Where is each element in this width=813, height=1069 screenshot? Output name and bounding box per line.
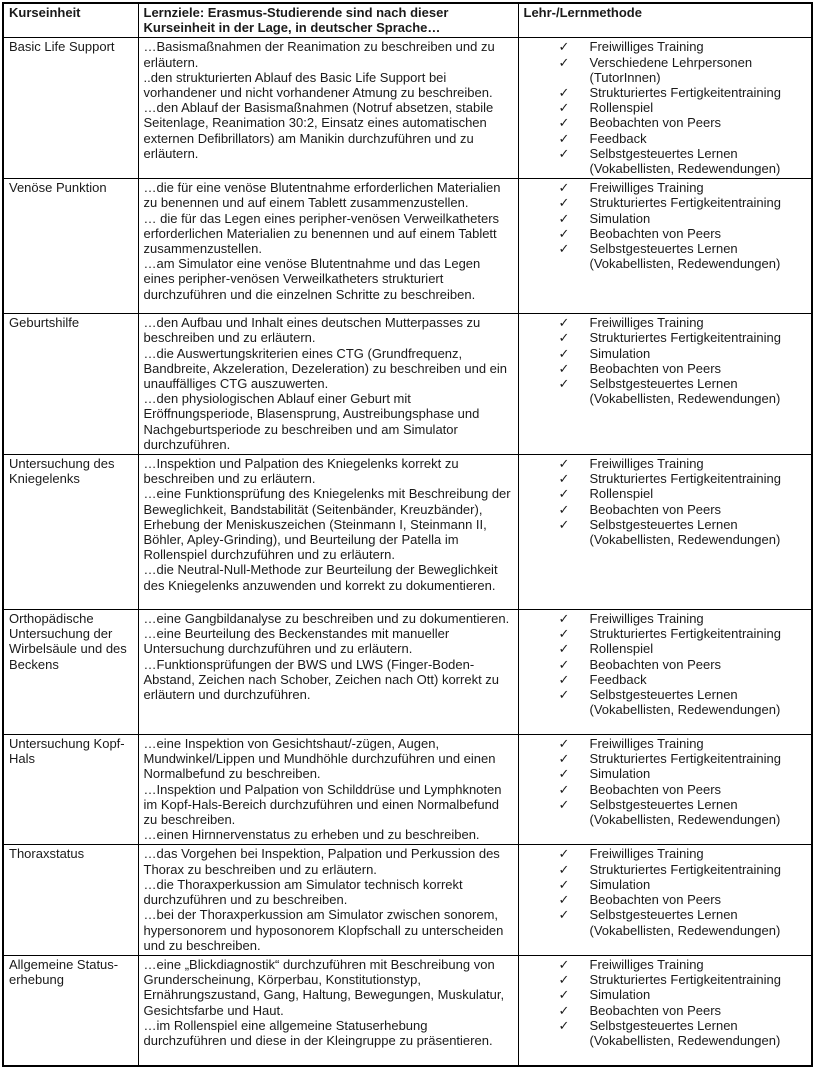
check-icon: ✓ [558, 315, 570, 331]
method-label: Selbstgesteuertes Lernen (Vokabellisten, Redewendungen) [589, 687, 781, 718]
method-label: Strukturiertes Fertigkeitentraining [589, 471, 781, 487]
table-row [3, 179, 812, 314]
check-icon: ✓ [558, 846, 570, 862]
method-item [559, 241, 808, 271]
method-item [559, 766, 808, 781]
objectives-cell [138, 735, 518, 845]
methods-list [524, 39, 808, 176]
method-label: Simulation [589, 876, 651, 892]
methods-list [524, 846, 808, 937]
unit-cell [3, 38, 138, 179]
method-item [559, 972, 808, 987]
check-icon: ✓ [558, 892, 570, 908]
methods-list [524, 180, 808, 271]
check-icon: ✓ [558, 766, 570, 782]
method-item [559, 626, 808, 641]
method-item [559, 131, 808, 146]
method-item [559, 471, 808, 486]
check-icon: ✓ [558, 115, 570, 131]
method-item [559, 195, 808, 210]
method-item [559, 641, 808, 656]
methods-cell [518, 610, 812, 735]
check-icon: ✓ [558, 987, 570, 1003]
check-icon: ✓ [558, 796, 570, 812]
method-item [559, 211, 808, 226]
method-label: Selbstgesteuertes Lernen (Vokabellisten, Redewendungen) [589, 907, 781, 938]
objectives-cell [138, 314, 518, 455]
methods-cell [518, 845, 812, 955]
objectives-cell [138, 455, 518, 610]
objective-text: …eine Funktionsprüfung des Kniegelenks mit Beschreibung der Beweglichkeit, Bandstabilität (Seitenbänder, Kreuzbänder), Erhebung der Meniskuszeichen (Steinmann I, Steinmann II, Böhler, Apley-Grinding), und Beurteilung der Patella im Rollenspiel durchzuführen und zu erläutern. [143, 486, 511, 563]
objective-text: …den Ablauf der Basismaßnahmen (Notruf absetzen, stabile Seitenlage, Reanimation 30:2, Einsatz eines automatischen externen Defibrillators) am Manikin durchzuführen und zu erläutern. [143, 100, 494, 161]
check-icon: ✓ [558, 972, 570, 988]
method-label: Strukturiertes Fertigkeitentraining [589, 330, 781, 346]
objective-text: …die Neutral-Null-Methode zur Beurteilung der Beweglichkeit des Kniegelenks anzuwenden und korrekt zu dokumentieren. [143, 562, 498, 593]
unit-cell [3, 735, 138, 845]
method-item [559, 797, 808, 827]
method-item [559, 361, 808, 376]
method-label: Freiwilliges Training [589, 456, 704, 472]
course-unit-title: Orthopädische Untersuchung der Wirbelsäule und des Beckens [9, 611, 127, 672]
methods-cell [518, 955, 812, 1066]
table-row [3, 610, 812, 735]
methods-cell [518, 455, 812, 610]
unit-cell [3, 314, 138, 455]
method-item [559, 376, 808, 406]
method-label: Beobachten von Peers [589, 656, 722, 672]
objective-text: …Inspektion und Palpation des Kniegelenks korrekt zu beschreiben und zu erläutern. [143, 456, 459, 487]
method-label: Beobachten von Peers [589, 360, 722, 376]
methods-list [524, 456, 808, 547]
method-item [559, 1003, 808, 1018]
method-item [559, 115, 808, 130]
check-icon: ✓ [558, 626, 570, 642]
method-item [559, 892, 808, 907]
course-unit-title: Venöse Punktion [9, 180, 107, 196]
objective-text: …eine Beurteilung des Beckenstandes mit manueller Untersuchung durchzuführen und zu erläutern. [143, 626, 450, 657]
method-label: Simulation [589, 987, 651, 1003]
column-header-lernziele: Lernziele: Erasmus-Studierende sind nach dieser Kurseinheit in der Lage, in deutscher Sprache… [138, 3, 518, 38]
check-icon: ✓ [558, 100, 570, 116]
method-label: Simulation [589, 210, 651, 226]
course-unit-title: Untersuchung des Kniegelenks [9, 456, 115, 487]
check-icon: ✓ [558, 241, 570, 257]
objective-text: …den physiologischen Ablauf einer Geburt mit Eröffnungsperiode, Blasensprung, Austreibungsphase und Nachgeburtsperiode zu beschreiben und am Simulator durchzuführen. [143, 391, 480, 452]
method-item [559, 751, 808, 766]
objectives-cell [138, 179, 518, 314]
objective-text: ..den strukturierten Ablauf des Basic Life Support bei vorhandener und nicht vorhandener Atmung zu beschreiben. [143, 69, 493, 101]
methods-list [524, 736, 808, 827]
objective-text: …das Vorgehen bei Inspektion, Palpation und Perkussion des Thorax zu beschreiben und zu erläutern. [143, 846, 500, 877]
table-row [3, 314, 812, 455]
method-item [559, 517, 808, 547]
method-label: Strukturiertes Fertigkeitentraining [589, 861, 781, 877]
objective-text: …den Aufbau und Inhalt eines deutschen Mutterpasses zu beschreiben und zu erläutern. [143, 315, 481, 346]
method-label: Freiwilliges Training [589, 39, 704, 55]
check-icon: ✓ [558, 456, 570, 472]
unit-cell [3, 455, 138, 610]
method-label: Feedback [589, 130, 647, 146]
method-label: Simulation [589, 766, 651, 782]
objective-text: …die Thoraxperkussion am Simulator technisch korrekt durchzuführen und zu beschreiben. [143, 876, 463, 908]
unit-cell [3, 955, 138, 1066]
method-label: Strukturiertes Fertigkeitentraining [589, 85, 781, 101]
check-icon: ✓ [558, 656, 570, 672]
check-icon: ✓ [558, 330, 570, 346]
course-unit-title: Thoraxstatus [9, 846, 85, 862]
method-label: Rollenspiel [589, 641, 654, 657]
course-unit-title: Geburtshilfe [9, 315, 80, 331]
check-icon: ✓ [558, 145, 570, 161]
unit-cell [3, 179, 138, 314]
check-icon: ✓ [558, 687, 570, 703]
method-item [559, 987, 808, 1002]
objectives-cell [138, 610, 518, 735]
methods-cell [518, 179, 812, 314]
method-label: Strukturiertes Fertigkeitentraining [589, 972, 781, 988]
check-icon: ✓ [558, 907, 570, 923]
objective-text: …Basismaßnahmen der Reanimation zu beschreiben und zu erläutern. [143, 39, 495, 70]
check-icon: ✓ [558, 611, 570, 627]
method-item [559, 330, 808, 345]
method-item [559, 736, 808, 751]
objectives-cell [138, 955, 518, 1066]
method-label: Beobachten von Peers [589, 1002, 722, 1018]
unit-cell [3, 610, 138, 735]
method-item [559, 146, 808, 176]
method-label: Freiwilliges Training [589, 611, 704, 627]
check-icon: ✓ [558, 736, 570, 752]
objective-text: …bei der Thoraxperkussion am Simulator zwischen sonorem, hypersonorem und hyposonorem Klopfschall zu unterscheiden und zu beschreiben. [143, 907, 504, 953]
objective-text: …Inspektion und Palpation von Schilddrüse und Lymphknoten im Kopf-Hals-Bereich durchzuführen und einen Normalbefund zu beschreiben. [143, 781, 502, 828]
method-item [559, 55, 808, 85]
check-icon: ✓ [558, 85, 570, 101]
method-label: Selbstgesteuertes Lernen (Vokabellisten, Redewendungen) [589, 796, 781, 828]
method-label: Verschiedene Lehrpersonen (TutorInnen) [589, 54, 753, 85]
check-icon: ✓ [558, 376, 570, 392]
method-label: Selbstgesteuertes Lernen (Vokabellisten, Redewendungen) [589, 1017, 781, 1048]
unit-cell [3, 845, 138, 955]
course-unit-title: Allgemeine Status-erhebung [9, 956, 119, 988]
method-label: Freiwilliges Training [589, 956, 704, 972]
method-label: Selbstgesteuertes Lernen (Vokabellisten, Redewendungen) [589, 376, 781, 407]
check-icon: ✓ [558, 180, 570, 196]
objectives-cell [138, 38, 518, 179]
method-label: Strukturiertes Fertigkeitentraining [589, 195, 781, 211]
check-icon: ✓ [558, 39, 570, 55]
method-label: Beobachten von Peers [589, 781, 722, 797]
table-row [3, 735, 812, 845]
check-icon: ✓ [558, 210, 570, 226]
objective-text: …am Simulator eine venöse Blutentnahme und das Legen eines peripher-venösen Verweilkatheters strukturiert durchzuführen und die einzelnen Schritte zu beschreiben. [143, 256, 481, 302]
method-item [559, 657, 808, 672]
methods-cell [518, 314, 812, 455]
check-icon: ✓ [558, 781, 570, 797]
method-item [559, 862, 808, 877]
method-item [559, 85, 808, 100]
method-label: Beobachten von Peers [589, 225, 722, 241]
check-icon: ✓ [558, 501, 570, 517]
objective-text: …im Rollenspiel eine allgemeine Statuserhebung durchzuführen und diese in der Kleingruppe zu präsentieren. [143, 1017, 493, 1048]
method-label: Beobachten von Peers [589, 892, 722, 908]
check-icon: ✓ [558, 861, 570, 877]
check-icon: ✓ [558, 130, 570, 146]
column-header-kurseinheit: Kurseinheit [3, 3, 138, 38]
column-header-lehr-lernmethode: Lehr-/Lernmethode [518, 3, 812, 38]
method-label: Beobachten von Peers [589, 115, 722, 131]
method-item [559, 346, 808, 361]
objective-text: …die Auswertungskriterien eines CTG (Grundfrequenz, Bandbreite, Akzeleration, Dezeleration) zu beschreiben und ein unauffälliges CTG auszuwerten. [143, 345, 508, 392]
check-icon: ✓ [558, 195, 570, 211]
method-label: Rollenspiel [589, 100, 654, 116]
method-label: Strukturiertes Fertigkeitentraining [589, 626, 781, 642]
check-icon: ✓ [558, 671, 570, 687]
methods-cell [518, 38, 812, 179]
method-item [559, 502, 808, 517]
method-label: Feedback [589, 671, 647, 687]
objective-text: …Funktionsprüfungen der BWS und LWS (Finger-Boden-Abstand, Zeichen nach Schober, Zeichen nach Ott) korrekt zu erläutern und durchzuführen. [143, 656, 500, 703]
method-item [559, 100, 808, 115]
method-label: Freiwilliges Training [589, 736, 704, 752]
method-item [559, 180, 808, 195]
check-icon: ✓ [558, 360, 570, 376]
method-label: Freiwilliges Training [589, 180, 704, 196]
method-item [559, 687, 808, 717]
method-label: Strukturiertes Fertigkeitentraining [589, 751, 781, 767]
methods-cell [518, 735, 812, 845]
check-icon: ✓ [558, 1002, 570, 1018]
objective-text: … die für das Legen eines peripher-venösen Verweilkatheters erforderlichen Materialien zu benennen und auf einem Tablett zusammenzustellen. [143, 210, 500, 257]
check-icon: ✓ [558, 641, 570, 657]
methods-list [524, 315, 808, 406]
method-label: Rollenspiel [589, 486, 654, 502]
method-item [559, 226, 808, 241]
method-item [559, 486, 808, 501]
header-row [3, 3, 812, 38]
objectives-cell [138, 845, 518, 955]
objective-text: …eine Inspektion von Gesichtshaut/-zügen, Augen, Mundwinkel/Lippen und Mundhöhle durchzuführen und einen Normalbefund zu beschreiben. [143, 736, 496, 782]
objective-text: …eine Gangbildanalyse zu beschreiben und zu dokumentieren. [143, 611, 510, 627]
method-item [559, 456, 808, 471]
methods-list [524, 611, 808, 717]
objective-text: …die für eine venöse Blutentnahme erforderlichen Materialien zu benennen und auf einem Tablett zusammenzustellen. [143, 180, 501, 211]
table-row [3, 38, 812, 179]
method-item [559, 957, 808, 972]
method-label: Freiwilliges Training [589, 315, 704, 331]
check-icon: ✓ [558, 54, 570, 70]
check-icon: ✓ [558, 751, 570, 767]
method-label: Simulation [589, 345, 651, 361]
method-label: Selbstgesteuertes Lernen (Vokabellisten, Redewendungen) [589, 145, 781, 177]
method-item [559, 39, 808, 54]
method-item [559, 877, 808, 892]
objective-text: …eine „Blickdiagnostik“ durchzuführen mit Beschreibung von Grunderscheinung, Körperbau, Konstitutionstyp, Ernährungszustand, Gang, Haltung, Bewegungen, Muskulatur, Gesichtsfarbe und Haut. [143, 956, 505, 1018]
method-item [559, 1018, 808, 1048]
check-icon: ✓ [558, 516, 570, 532]
course-unit-title: Basic Life Support [9, 39, 115, 55]
check-icon: ✓ [558, 876, 570, 892]
method-item [559, 846, 808, 861]
check-icon: ✓ [558, 471, 570, 487]
table-row [3, 955, 812, 1066]
method-label: Selbstgesteuertes Lernen (Vokabellisten, Redewendungen) [589, 516, 781, 548]
check-icon: ✓ [558, 486, 570, 502]
method-label: Beobachten von Peers [589, 501, 722, 517]
methods-list [524, 957, 808, 1048]
check-icon: ✓ [558, 1017, 570, 1033]
method-item [559, 672, 808, 687]
course-unit-title: Untersuchung Kopf-Hals [9, 736, 125, 767]
method-label: Selbstgesteuertes Lernen (Vokabellisten, Redewendungen) [589, 241, 781, 272]
check-icon: ✓ [558, 956, 570, 972]
method-label: Freiwilliges Training [589, 846, 704, 862]
check-icon: ✓ [558, 345, 570, 361]
method-item [559, 315, 808, 330]
course-table [2, 2, 813, 1067]
method-item [559, 782, 808, 797]
objective-text: …einen Hirnnervenstatus zu erheben und zu beschreiben. [143, 827, 480, 843]
table-row [3, 455, 812, 610]
method-item [559, 611, 808, 626]
table-row [3, 845, 812, 955]
check-icon: ✓ [558, 225, 570, 241]
method-item [559, 907, 808, 937]
